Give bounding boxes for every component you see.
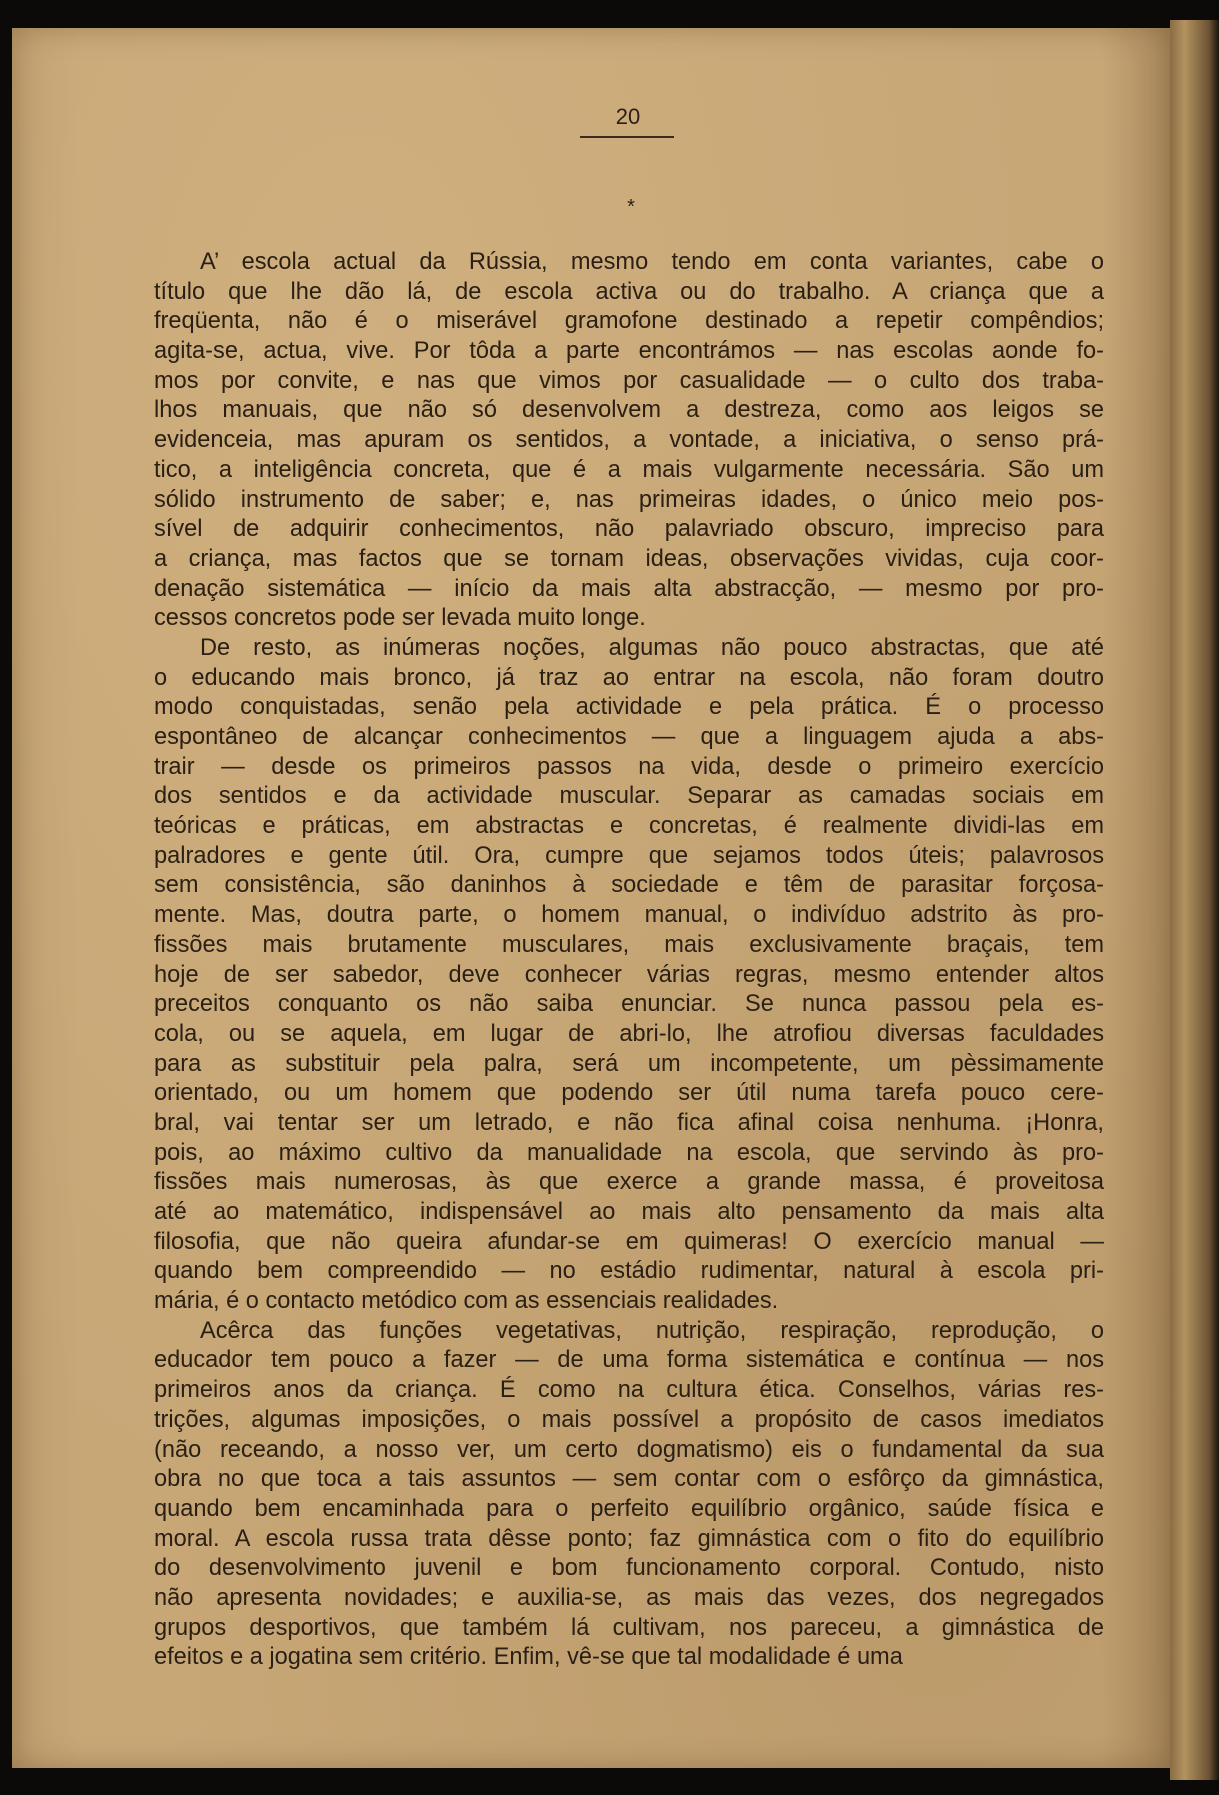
text-line: até ao matemático, indispensável ao mais alto pensamento da mais alta — [154, 1199, 1104, 1225]
text-line: mos por convite, e nas que vimos por casualidade — o culto dos traba- — [154, 367, 1104, 394]
text-line: efeitos e a jogatina sem critério. Enfim, vê-se que tal modalidade é uma — [154, 1644, 903, 1671]
text-line: sível de adquirir conhecimentos, não palavriado obscuro, impreciso para — [154, 516, 1104, 543]
text-line: hoje de ser sabedor, deve conhecer várias regras, mesmo entender altos — [154, 961, 1104, 988]
text-line: modo conquistadas, senão pela actividade e pela prática. É o processo — [154, 694, 1104, 721]
text-line: Acêrca das funções vegetativas, nutrição, respiração, reprodução, o — [200, 1317, 1104, 1344]
text-line: do desenvolvimento juvenil e bom funcionamento corporal. Contudo, nisto — [154, 1555, 1104, 1582]
text-line: freqüenta, não é o miserável gramofone destinado a repetir compêndios; — [154, 308, 1104, 335]
text-line: mente. Mas, doutra parte, o homem manual, o indivíduo adstrito às pro- — [154, 902, 1104, 929]
text-line: De resto, as inúmeras noções, algumas não pouco abstractas, que até — [200, 634, 1104, 661]
text-line: cessos concretos pode ser levada muito longe. — [154, 605, 646, 632]
body-text — [154, 248, 1104, 1673]
section-separator-asterisk: * — [627, 196, 635, 218]
text-line: título que lhe dão lá, de escola activa ou do trabalho. A criança que a — [154, 278, 1104, 305]
text-line: teóricas e práticas, em abstractas e concretas, é realmente dividi-las em — [154, 813, 1104, 840]
text-line: (não receando, a nosso ver, um certo dogmatismo) eis o fundamental da sua — [154, 1436, 1104, 1463]
text-line: cola, ou se aquela, em lugar de abri-lo, lhe atrofiou diversas faculdades — [154, 1020, 1104, 1047]
text-line: palradores e gente útil. Ora, cumpre que sejamos todos úteis; palavrosos — [154, 842, 1104, 869]
text-line: bral, vai tentar ser um letrado, e não fica afinal coisa nenhuma. ¡Honra, — [154, 1109, 1104, 1136]
text-line: mária, é o contacto metódico com as essenciais realidades. — [154, 1288, 779, 1315]
text-line: quando bem encaminhada para o perfeito equilíbrio orgânico, saúde física e — [154, 1495, 1104, 1522]
text-line: lhos manuais, que não só desenvolvem a destreza, como aos leigos se — [154, 397, 1104, 424]
text-line: evidenceia, mas apuram os sentidos, a vontade, a iniciativa, o senso prá- — [154, 427, 1104, 454]
text-line: sem consistência, são daninhos à sociedade e têm de parasitar forçosa- — [154, 872, 1104, 899]
text-line: grupos desportivos, que também lá cultivam, nos pareceu, a gimnástica de — [154, 1614, 1104, 1641]
text-line: primeiros anos da criança. É como na cultura ética. Conselhos, várias res- — [154, 1377, 1104, 1404]
text-line: tico, a inteligência concreta, que é a mais vulgarmente necessária. São um — [154, 456, 1104, 483]
text-line: fissões mais numerosas, às que exerce a grande massa, é proveitosa — [154, 1169, 1104, 1196]
text-line: A’ escola actual da Rússia, mesmo tendo em conta variantes, cabe o — [200, 249, 1104, 275]
text-line: educador tem pouco a fazer — de uma forma sistemática e contínua — nos — [154, 1347, 1104, 1374]
text-line: obra no que toca a tais assuntos — sem contar com o esfôrço da gimnástica, — [154, 1466, 1104, 1493]
text-line: sólido instrumento de saber; e, nas primeiras idades, o único meio pos- — [154, 486, 1104, 513]
text-line: o educando mais bronco, já traz ao entrar na escola, não foram doutro — [154, 664, 1104, 691]
text-line: pois, ao máximo cultivo da manualidade na escola, que servindo às pro- — [154, 1139, 1104, 1166]
text-line: não apresenta novidades; e auxilia-se, as mais das vezes, dos negregados — [154, 1584, 1104, 1611]
text-line: espontâneo de alcançar conhecimentos — que a linguagem ajuda a abs- — [154, 724, 1104, 750]
text-line: moral. A escola russa trata dêsse ponto; faz gimnástica com o fito do equilíbrio — [154, 1525, 1104, 1552]
text-line: dos sentidos e da actividade muscular. Separar as camadas sociais em — [154, 783, 1104, 810]
text-line: trair — desde os primeiros passos na vida, desde o primeiro exercício — [154, 753, 1104, 780]
text-line: quando bem compreendido — no estádio rudimentar, natural à escola pri- — [154, 1258, 1104, 1285]
text-line: fissões mais brutamente musculares, mais exclusivamente braçais, tem — [154, 931, 1104, 958]
text-line: trições, algumas imposições, o mais possível a propósito de casos imediatos — [154, 1406, 1104, 1433]
text-line: para as substituir pela palra, será um incompetente, um pèssimamente — [154, 1050, 1104, 1077]
text-line: filosofia, que não queira afundar-se em quimeras! O exercício manual — — [154, 1228, 1104, 1255]
text-line: agita-se, actua, vive. Por tôda a parte encontrámos — nas escolas aonde fo- — [154, 338, 1104, 365]
text-line: a criança, mas factos que se tornam ideas, observações vividas, cuja coor- — [154, 545, 1104, 572]
text-line: preceitos conquanto os não saiba enunciar. Se nunca passou pela es- — [154, 991, 1104, 1018]
page-number-underline — [580, 136, 674, 138]
text-line: denação sistemática — início da mais alta abstracção, — mesmo por pro- — [154, 575, 1104, 602]
text-line: orientado, ou um homem que podendo ser útil numa tarefa pouco cere- — [154, 1080, 1104, 1107]
page-edge-shadow — [1170, 20, 1219, 1780]
page-number: 20 — [615, 104, 641, 129]
